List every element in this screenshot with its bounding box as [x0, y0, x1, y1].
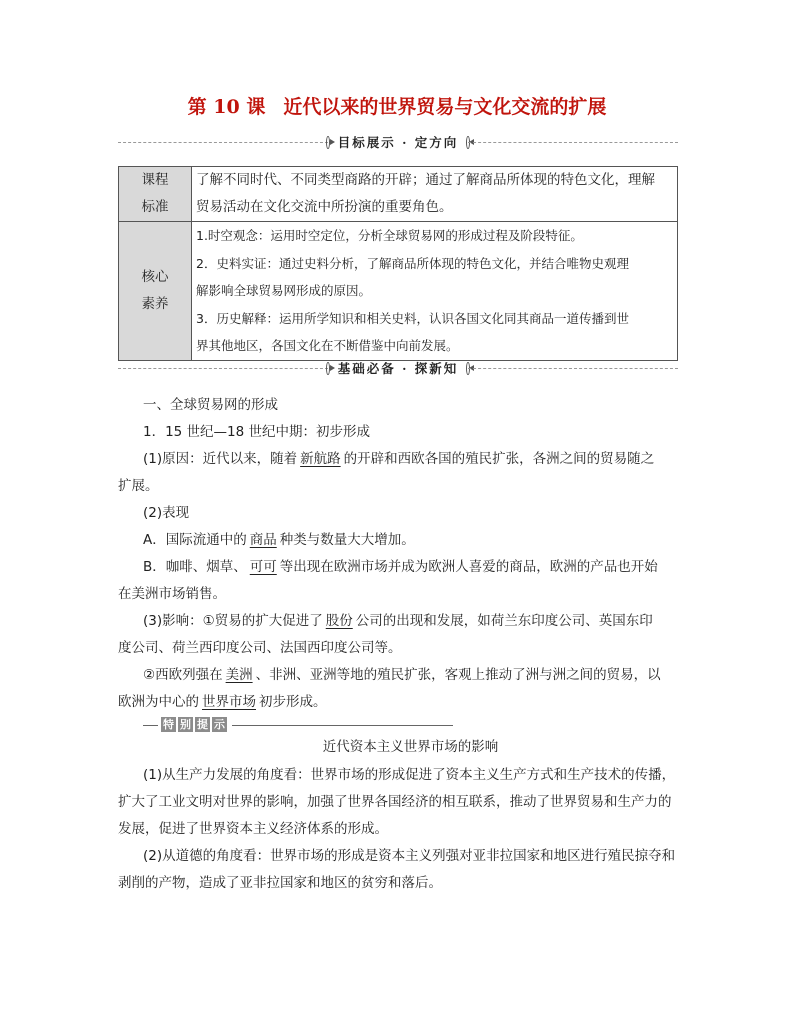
section-banner-basics [118, 358, 678, 378]
paragraph-cont: 欧洲为中心的 世界市场 初步形成。 [118, 694, 327, 710]
goals-table [118, 166, 678, 361]
lesson-title [0, 92, 794, 119]
section-banner-goals [118, 132, 678, 152]
paragraph: A．国际流通中的 商品 种类与数量大大增加。 [143, 532, 415, 548]
answer-blank: 商品 [249, 532, 277, 548]
answer-blank: 美洲 [225, 667, 253, 683]
play-right-icon [326, 362, 330, 375]
row-content: 了解不同时代、不同类型商路的开辟；通过了解商品所体现的特色文化，理解 贸易活动在文化交流中所扮演的重要角色。 [192, 167, 678, 222]
lesson-name: 近代以来的世界贸易与文化交流的扩展 [283, 96, 607, 118]
tip-paragraph: (1)从生产力发展的角度看：世界市场的形成促进了资本主义生产方式和生产技术的传播， [143, 767, 676, 783]
answer-blank: 新航路 [300, 451, 341, 467]
special-tip-label: 特 别 提 示 [143, 717, 453, 733]
row-content: 1.时空观念：运用时空定位，分析全球贸易网的形成过程及阶段特征。 2．史料实证：通过史料分析，了解商品所体现的特色文化，并结合唯物史观理 解影响全球贸易网形成的原因。 3．历史解释：运用所学知识和相关史料，认识各国文化同其商品一道传播到世 界其他地区，各国文化在不断借鉴中向前发展。 [192, 222, 678, 361]
paragraph: (1)原因：近代以来，随着 新航路 的开辟和西欧各国的殖民扩张，各洲之间的贸易随之 [143, 451, 655, 467]
table-row [119, 167, 678, 222]
paragraph-cont: 在美洲市场销售。 [118, 586, 226, 602]
row-header: 核心 素养 [119, 222, 192, 361]
tip-body: (1)从生产力发展的角度看：世界市场的形成促进了资本主义生产方式和生产技术的传播， 扩大了工业文明对世界的影响，加强了世界各国经济的相互联系，推动了世界贸易和生产力的 发展，促进了世界资本主义经济体系的形成。 (2)从道德的角度看：世界市场的形成是资本主义列强对亚非拉国家和地区进行殖民掠夺和 剥削的产物，造成了亚非拉国家和地区的贫穷和落后。 [118, 762, 678, 897]
row-header: 课程 标准 [119, 167, 192, 222]
section-heading: 一、全球贸易网的形成 [143, 397, 278, 413]
paragraph-cont: 度公司、荷兰西印度公司、法国西印度公司等。 [118, 640, 402, 656]
banner-label: 目标展示 · 定方向 [337, 135, 459, 150]
banner-label: 基础必备 · 探新知 [337, 361, 459, 376]
lesson-number: 第 10 课 [187, 96, 266, 118]
answer-blank: 世界市场 [202, 694, 256, 710]
table-row [119, 222, 678, 361]
answer-blank: 股份 [325, 613, 353, 629]
paragraph: ②西欧列强在 美洲 、非洲、亚洲等地的殖民扩张，客观上推动了洲与洲之间的贸易，以 [143, 667, 661, 683]
paragraph: (2)表现 [143, 505, 190, 521]
tip-paragraph: (2)从道德的角度看：世界市场的形成是资本主义列强对亚非拉国家和地区进行殖民掠夺和 [143, 848, 676, 864]
paragraph: (3)影响：①贸易的扩大促进了 股份 公司的出现和发展，如荷兰东印度公司、英国东印 [143, 613, 653, 629]
paragraph-cont: 扩展。 [118, 478, 159, 494]
tip-title: 近代资本主义世界市场的影响 [322, 739, 499, 755]
answer-blank: 可可 [249, 559, 277, 575]
play-right-icon [326, 136, 330, 149]
content-body [118, 392, 678, 716]
subsection-heading: 1．15 世纪—18 世纪中期：初步形成 [143, 424, 371, 440]
paragraph: B．咖啡、烟草、 可可 等出现在欧洲市场并成为欧洲人喜爱的商品，欧洲的产品也开始 [143, 559, 658, 575]
